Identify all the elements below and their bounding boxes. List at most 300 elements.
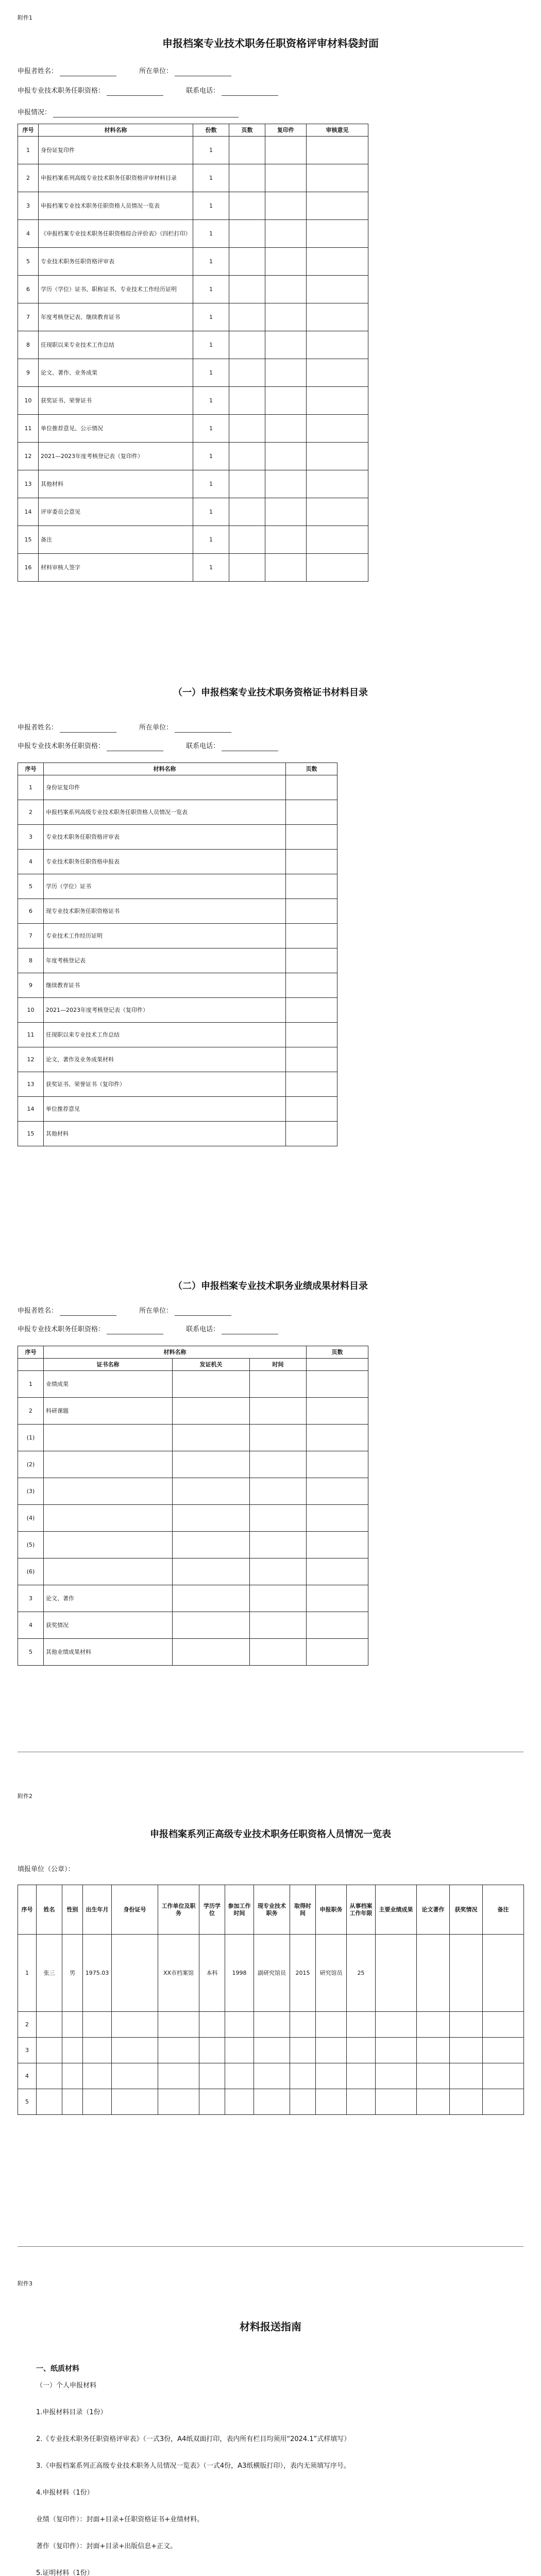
blank-cell xyxy=(229,470,265,498)
table-cell xyxy=(112,2063,158,2089)
row-number: (2) xyxy=(18,1451,44,1478)
table-row xyxy=(18,1451,368,1478)
table-cell xyxy=(483,2038,524,2063)
blank-cell xyxy=(307,331,368,359)
material-name: 年度考核登记表 xyxy=(44,948,286,973)
material-name: 2021—2023年度考核登记表（复印件） xyxy=(44,998,286,1023)
blank-cell xyxy=(307,1505,368,1532)
row-number: (1) xyxy=(18,1425,44,1451)
blank-cell xyxy=(307,1425,368,1451)
cover-table xyxy=(18,124,368,582)
blank-cell xyxy=(250,1505,307,1532)
table-cell xyxy=(254,2038,290,2063)
material-count: 1 xyxy=(193,526,229,554)
list2-applicant-row xyxy=(18,1307,231,1316)
table-row xyxy=(18,415,368,443)
row-number: 7 xyxy=(18,303,39,331)
material-name: 继续教育证书 xyxy=(44,973,286,998)
blank-cell xyxy=(286,948,337,973)
guide-paragraph: （一）个人申报材料 xyxy=(36,2382,97,2389)
row-number: 12 xyxy=(18,443,39,470)
blank-cell xyxy=(265,498,307,526)
annex-2-label: 附件2 xyxy=(18,1793,32,1800)
guide-paragraph: 1.申报材料目录（1份） xyxy=(36,2409,107,2416)
annex-2-body xyxy=(18,1935,524,2115)
material-name: 获奖证书、荣誉证书（复印件） xyxy=(44,1072,286,1097)
material-name xyxy=(44,1478,173,1505)
table-cell xyxy=(316,2038,347,2063)
material-count: 1 xyxy=(193,470,229,498)
table-row xyxy=(18,998,337,1023)
col-header: 身份证号 xyxy=(112,1885,158,1935)
row-number: 6 xyxy=(18,899,44,924)
table-row xyxy=(18,899,337,924)
sub-header: 时间 xyxy=(250,1359,307,1371)
table-cell xyxy=(316,2012,347,2038)
blank-cell xyxy=(286,1097,337,1122)
row-number: 11 xyxy=(18,415,39,443)
blank-cell xyxy=(250,1398,307,1425)
table-cell xyxy=(112,1935,158,2012)
blank-cell xyxy=(286,800,337,825)
row-number: 3 xyxy=(18,825,44,850)
table-row xyxy=(18,554,368,582)
blank-cell xyxy=(307,1585,368,1612)
table-row xyxy=(18,1371,368,1398)
blank-cell xyxy=(286,850,337,874)
col-header: 主要业绩成果 xyxy=(376,1885,417,1935)
col-header: 参加工作时间 xyxy=(225,1885,254,1935)
list-2-table xyxy=(18,1346,368,1666)
table-row xyxy=(18,1585,368,1612)
blank-cell xyxy=(173,1451,250,1478)
material-count: 1 xyxy=(193,415,229,443)
table-cell xyxy=(376,2038,417,2063)
position-fill[interactable] xyxy=(107,743,163,751)
list-2-title: （二）申报档案专业技术职务业绩成果材料目录 xyxy=(173,1281,368,1292)
table-cell xyxy=(450,2089,483,2115)
table-row xyxy=(18,2089,524,2115)
row-number: 4 xyxy=(18,850,44,874)
material-name: 身份证复印件 xyxy=(39,137,193,164)
table-row xyxy=(18,2012,524,2038)
material-name xyxy=(44,1532,173,1558)
row-number: 4 xyxy=(18,1612,44,1639)
table-row xyxy=(18,2063,524,2089)
blank-cell xyxy=(307,554,368,582)
blank-cell xyxy=(307,303,368,331)
table-row xyxy=(18,1505,368,1532)
table-cell xyxy=(112,2012,158,2038)
col-header: 页数 xyxy=(307,1346,368,1359)
row-number: (4) xyxy=(18,1505,44,1532)
row-number: 5 xyxy=(18,1639,44,1666)
col-header: 从事档案工作年限 xyxy=(347,1885,376,1935)
blank-cell xyxy=(286,874,337,899)
material-count: 1 xyxy=(193,554,229,582)
table-row xyxy=(18,973,337,998)
material-name: 论文、著作、业务成果 xyxy=(39,359,193,387)
material-name xyxy=(44,1451,173,1478)
col-header: 申报职务 xyxy=(316,1885,347,1935)
table-cell: 25 xyxy=(347,1935,376,2012)
table-row xyxy=(18,1612,368,1639)
material-count: 1 xyxy=(193,359,229,387)
guide-heading: 一、纸质材料 xyxy=(36,2365,79,2373)
blank-cell xyxy=(286,924,337,948)
material-name: 身份证复印件 xyxy=(44,775,286,800)
material-name: 获奖证书、荣誉证书 xyxy=(39,387,193,415)
material-name: 备注 xyxy=(39,526,193,554)
row-number: 5 xyxy=(18,874,44,899)
material-name: 申报档案系列高级专业技术职务任职资格人员情况一览表 xyxy=(44,800,286,825)
blank-cell xyxy=(307,1532,368,1558)
material-name: 论文、著作及业务成果材料 xyxy=(44,1047,286,1072)
row-number: (3) xyxy=(18,1478,44,1505)
material-count: 1 xyxy=(193,137,229,164)
annex-3-label: 附件3 xyxy=(18,2280,32,2287)
blank-cell xyxy=(173,1371,250,1398)
unit-fill[interactable] xyxy=(175,1308,231,1316)
phone-fill[interactable] xyxy=(222,743,278,751)
table-cell xyxy=(158,2063,199,2089)
row-number: 13 xyxy=(18,1072,44,1097)
table-row xyxy=(18,526,368,554)
table-row xyxy=(18,924,337,948)
material-count: 1 xyxy=(193,276,229,303)
blank-cell xyxy=(265,443,307,470)
blank-cell xyxy=(250,1558,307,1585)
annex-2-title: 申报档案系列正高级专业技术职务任职资格人员情况一览表 xyxy=(150,1829,391,1840)
phone-label: 联系电话： xyxy=(186,742,220,750)
table-cell xyxy=(376,2012,417,2038)
guide-paragraph: 著作（复印件）：封面+目录+出版信息+正文。 xyxy=(36,2543,177,2550)
row-number: 9 xyxy=(18,359,39,387)
table-cell xyxy=(316,2089,347,2115)
blank-cell xyxy=(265,415,307,443)
material-count: 1 xyxy=(193,443,229,470)
row-number: 2 xyxy=(18,800,44,825)
material-name: 学历（学位）证书 xyxy=(44,874,286,899)
row-number: 1 xyxy=(18,1371,44,1398)
blank-cell xyxy=(286,973,337,998)
material-count: 1 xyxy=(193,220,229,248)
col-header: 复印件 xyxy=(265,124,307,137)
table-cell xyxy=(417,2063,450,2089)
blank-cell xyxy=(265,331,307,359)
blank-cell xyxy=(286,1023,337,1047)
table-row xyxy=(18,1558,368,1585)
table-cell xyxy=(376,1935,417,2012)
row-number: 3 xyxy=(18,192,39,220)
table-cell: 研究馆员 xyxy=(316,1935,347,2012)
material-name: 申报档案专业技术职务任职资格人员情况一览表 xyxy=(39,192,193,220)
col-header: 材料名称 xyxy=(39,124,193,137)
material-name: 科研课题 xyxy=(44,1398,173,1425)
applicant-fill[interactable] xyxy=(60,725,116,733)
table-cell xyxy=(62,2012,83,2038)
table-cell xyxy=(199,2038,225,2063)
blank-cell xyxy=(265,220,307,248)
row-number: 10 xyxy=(18,998,44,1023)
blank-cell xyxy=(250,1425,307,1451)
table-row xyxy=(18,164,368,192)
table-cell xyxy=(483,2063,524,2089)
col-header: 论文著作 xyxy=(417,1885,450,1935)
material-count: 1 xyxy=(193,498,229,526)
guide-paragraph: 4.申报材料（1份） xyxy=(36,2489,94,2497)
material-name: 单位推荐意见、公示情况 xyxy=(39,415,193,443)
col-header: 学历学位 xyxy=(199,1885,225,1935)
row-number: 8 xyxy=(18,948,44,973)
col-header: 审核意见 xyxy=(307,124,368,137)
table-cell xyxy=(376,2089,417,2115)
col-header: 性别 xyxy=(62,1885,83,1935)
pages-fill[interactable] xyxy=(53,110,239,117)
sub-header: 发证机关 xyxy=(173,1359,250,1371)
blank-cell xyxy=(307,276,368,303)
blank-cell xyxy=(250,1639,307,1666)
phone-fill[interactable] xyxy=(222,88,278,96)
annex-3-title: 材料报送指南 xyxy=(240,2320,301,2333)
row-number: 16 xyxy=(18,554,39,582)
annex-1-label: 附件1 xyxy=(18,14,32,21)
table-cell: 男 xyxy=(62,1935,83,2012)
applicant-fill[interactable] xyxy=(60,1308,116,1316)
blank-cell xyxy=(307,1612,368,1639)
col-header: 备注 xyxy=(483,1885,524,1935)
blank-cell xyxy=(307,248,368,276)
material-count: 1 xyxy=(193,331,229,359)
blank-cell xyxy=(229,192,265,220)
table-row xyxy=(18,1072,337,1097)
material-name: 论文、著作 xyxy=(44,1585,173,1612)
blank-cell xyxy=(265,554,307,582)
applicant-fill[interactable] xyxy=(60,69,116,76)
blank-cell xyxy=(286,998,337,1023)
blank-cell xyxy=(307,1639,368,1666)
material-name: 评审委员会意见 xyxy=(39,498,193,526)
blank-cell xyxy=(307,470,368,498)
sub-header: 证书名称 xyxy=(44,1359,173,1371)
table-row xyxy=(18,137,368,164)
blank-cell xyxy=(250,1612,307,1639)
blank-cell xyxy=(265,526,307,554)
table-cell xyxy=(112,2038,158,2063)
table-cell xyxy=(347,2089,376,2115)
table-cell xyxy=(290,2012,316,2038)
table-cell: 3 xyxy=(18,2038,37,2063)
cover-position-row xyxy=(18,87,278,96)
blank-cell xyxy=(229,526,265,554)
table-cell xyxy=(83,2063,112,2089)
guide-paragraph: 5.证明材料（1份） xyxy=(36,2569,94,2576)
table-cell: 1975.03 xyxy=(83,1935,112,2012)
applicant-label: 申报者姓名： xyxy=(18,67,58,75)
table-cell xyxy=(83,2012,112,2038)
table-row xyxy=(18,1532,368,1558)
col-header: 材料名称 xyxy=(44,1346,307,1359)
guide-paragraph: 3.《申报档案系列正高级专业技术职务人员情况一览表》（一式4份，A3纸横版打印），表内无须填写序号。 xyxy=(36,2462,350,2470)
col-header: 页数 xyxy=(229,124,265,137)
table-row xyxy=(18,192,368,220)
blank-cell xyxy=(265,248,307,276)
table-cell xyxy=(347,2012,376,2038)
table-cell xyxy=(254,2012,290,2038)
table-cell xyxy=(483,2089,524,2115)
table-cell xyxy=(112,2089,158,2115)
table-cell xyxy=(225,2038,254,2063)
material-name: 单位推荐意见 xyxy=(44,1097,286,1122)
table-cell xyxy=(225,2089,254,2115)
row-number: 4 xyxy=(18,220,39,248)
unit-label: 所在单位： xyxy=(139,724,173,732)
applicant-label: 申报者姓名： xyxy=(18,1307,58,1315)
table-row xyxy=(18,948,337,973)
table-row xyxy=(18,800,337,825)
guide-paragraph: 业绩（复印件）：封面+目录+任职资格证书+业绩材料。 xyxy=(36,2516,204,2523)
table-cell xyxy=(483,1935,524,2012)
table-row xyxy=(18,1425,368,1451)
material-name: 专业技术职务任职资格评审表 xyxy=(39,248,193,276)
list1-applicant-row xyxy=(18,723,231,733)
table-cell: 副研究馆员 xyxy=(254,1935,290,2012)
blank-cell xyxy=(250,1371,307,1398)
guide-body xyxy=(36,2360,500,2576)
blank-cell xyxy=(229,164,265,192)
material-name: 专业技术工作经历证明 xyxy=(44,924,286,948)
blank-cell xyxy=(229,276,265,303)
table-cell xyxy=(376,2063,417,2089)
phone-label: 联系电话： xyxy=(186,1326,220,1333)
table-row xyxy=(18,1122,337,1146)
table-row xyxy=(18,498,368,526)
row-number: 14 xyxy=(18,498,39,526)
table-cell xyxy=(37,2012,62,2038)
blank-cell xyxy=(307,387,368,415)
blank-cell xyxy=(307,1478,368,1505)
table-cell xyxy=(290,2089,316,2115)
material-count: 1 xyxy=(193,192,229,220)
row-number: 8 xyxy=(18,331,39,359)
col-header: 出生年月 xyxy=(83,1885,112,1935)
table-row xyxy=(18,1935,524,2012)
material-name: 任现职以来专业技术工作总结 xyxy=(39,331,193,359)
row-number: 7 xyxy=(18,924,44,948)
position-label: 申报专业技术职务任职资格： xyxy=(18,742,105,750)
blank-cell xyxy=(173,1639,250,1666)
table-row xyxy=(18,331,368,359)
table-cell xyxy=(158,2038,199,2063)
table-cell xyxy=(199,2089,225,2115)
blank-cell xyxy=(229,220,265,248)
row-number: 10 xyxy=(18,387,39,415)
table-cell: 1 xyxy=(18,1935,37,2012)
blank-cell xyxy=(265,387,307,415)
blank-cell xyxy=(286,1047,337,1072)
table-cell xyxy=(450,2012,483,2038)
material-name: 任现职以来专业技术工作总结 xyxy=(44,1023,286,1047)
row-number: 1 xyxy=(18,137,39,164)
blank-cell xyxy=(265,276,307,303)
blank-cell xyxy=(307,498,368,526)
table-cell xyxy=(450,2063,483,2089)
blank-cell xyxy=(265,470,307,498)
row-number: 2 xyxy=(18,1398,44,1425)
col-header: 材料名称 xyxy=(44,763,286,775)
table-cell xyxy=(417,2012,450,2038)
table-cell xyxy=(254,2063,290,2089)
material-name xyxy=(44,1558,173,1585)
material-count: 1 xyxy=(193,248,229,276)
material-name: 其他业绩成果材料 xyxy=(44,1639,173,1666)
blank-cell xyxy=(173,1478,250,1505)
table-row xyxy=(18,1478,368,1505)
phone-fill[interactable] xyxy=(222,1327,278,1334)
table-row xyxy=(18,443,368,470)
table-cell xyxy=(417,1935,450,2012)
blank-cell xyxy=(286,1072,337,1097)
material-name: 其他材料 xyxy=(44,1122,286,1146)
table-row xyxy=(18,1398,368,1425)
blank-cell xyxy=(265,192,307,220)
row-number: (6) xyxy=(18,1558,44,1585)
row-number: 15 xyxy=(18,1122,44,1146)
material-name: 《申报档案专业技术职务任职资格综合评价表》（四栏打印） xyxy=(39,220,193,248)
table-cell xyxy=(225,2063,254,2089)
unit-fill[interactable] xyxy=(175,725,231,733)
col-header: 序号 xyxy=(18,763,44,775)
material-name: 学历（学位）证书、职称证书、专业技术工作经历证明 xyxy=(39,276,193,303)
col-header: 取得时间 xyxy=(290,1885,316,1935)
table-row xyxy=(18,276,368,303)
row-number: 5 xyxy=(18,248,39,276)
applicant-label: 申报者姓名： xyxy=(18,724,58,732)
table-cell: 4 xyxy=(18,2063,37,2089)
blank-cell xyxy=(286,1122,337,1146)
blank-cell xyxy=(229,443,265,470)
table-cell xyxy=(83,2089,112,2115)
blank-cell xyxy=(307,1359,368,1371)
table-cell xyxy=(37,2038,62,2063)
blank-cell xyxy=(229,303,265,331)
table-cell xyxy=(37,2063,62,2089)
blank-cell xyxy=(250,1532,307,1558)
unit-label: 所在单位： xyxy=(139,1307,173,1315)
position-fill[interactable] xyxy=(107,1327,163,1334)
annex-2-header-row xyxy=(18,1885,524,1935)
unit-fill[interactable] xyxy=(175,69,231,76)
position-fill[interactable] xyxy=(107,88,163,96)
page-divider xyxy=(18,2246,523,2247)
material-name: 其他材料 xyxy=(39,470,193,498)
material-name: 现专业技术职务任职资格证书 xyxy=(44,899,286,924)
row-number: 9 xyxy=(18,973,44,998)
list1-position-row xyxy=(18,742,278,751)
table-row xyxy=(18,775,337,800)
table-cell xyxy=(158,2012,199,2038)
table-cell: 2015 xyxy=(290,1935,316,2012)
table-cell xyxy=(290,2063,316,2089)
material-name: 材料审核人签字 xyxy=(39,554,193,582)
material-count: 1 xyxy=(193,387,229,415)
blank-cell xyxy=(307,1371,368,1398)
blank-cell xyxy=(229,415,265,443)
table-cell xyxy=(62,2038,83,2063)
table-row xyxy=(18,248,368,276)
row-number: 15 xyxy=(18,526,39,554)
table-cell xyxy=(417,2089,450,2115)
